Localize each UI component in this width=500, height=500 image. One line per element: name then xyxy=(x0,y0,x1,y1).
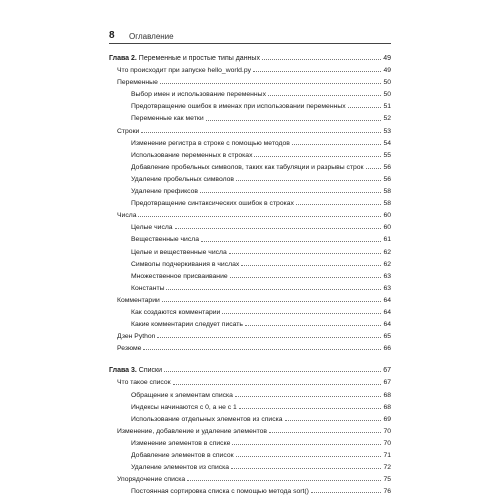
toc-entry xyxy=(109,343,391,355)
toc-entry-title xyxy=(131,113,204,125)
dot-leader xyxy=(235,396,381,397)
dot-leader xyxy=(232,444,381,445)
dot-leader xyxy=(160,83,381,84)
dot-leader xyxy=(230,277,381,278)
toc-entry-title xyxy=(131,186,198,198)
toc-page-number: 76 xyxy=(383,488,391,496)
toc-entry xyxy=(109,150,391,162)
toc-title-text: Предотвращение ошибок в именах при использовании переменных xyxy=(131,103,346,111)
toc-title-text: Переменные как метки xyxy=(131,115,204,123)
toc-page-number: 63 xyxy=(383,272,391,280)
toc-entry-title xyxy=(131,138,290,150)
dot-leader xyxy=(141,132,381,133)
toc-page-number: 55 xyxy=(383,151,391,159)
dot-leader xyxy=(292,144,381,145)
toc-title-text: Изменение регистра в строке с помощью методов xyxy=(131,139,290,147)
toc-title-text: Обращение к элементам списка xyxy=(131,391,233,399)
toc-page-number: 49 xyxy=(383,67,391,75)
toc-entry-title xyxy=(131,174,234,186)
dot-leader xyxy=(206,120,381,121)
toc-entry xyxy=(109,271,391,283)
toc-page-number: 70 xyxy=(383,427,391,435)
toc-page-number: 62 xyxy=(383,260,391,268)
dot-leader xyxy=(348,107,381,108)
toc-title-text: Что такое список xyxy=(117,379,171,387)
toc-entry-title xyxy=(131,101,346,113)
table-of-contents xyxy=(109,53,391,498)
toc-entry-title xyxy=(131,307,220,319)
toc-entry xyxy=(109,450,391,462)
toc-entry-title xyxy=(131,438,230,450)
toc-title-text: Переменные и простые типы данных xyxy=(136,55,260,62)
toc-page-number: 69 xyxy=(383,415,391,423)
dot-leader xyxy=(236,180,381,181)
toc-title-text: Использование отдельных элементов из списка xyxy=(131,415,283,423)
toc-entry-title xyxy=(131,198,294,210)
toc-entry-title xyxy=(109,365,162,377)
toc-page-number: 75 xyxy=(383,476,391,484)
toc-entry-title xyxy=(117,474,185,486)
toc-entry xyxy=(109,65,391,77)
toc-entry-title xyxy=(117,377,171,389)
toc-page-number: 61 xyxy=(383,236,391,244)
toc-entry-title xyxy=(131,283,164,295)
toc-entry-title xyxy=(131,162,364,174)
dot-leader xyxy=(296,204,381,205)
toc-entry-title xyxy=(109,53,260,65)
toc-page-number: 72 xyxy=(383,464,391,472)
dot-leader xyxy=(175,228,381,229)
dot-leader xyxy=(269,432,381,433)
toc-title-text: Постоянная сортировка списка с помощью метода sort() xyxy=(131,488,309,496)
toc-entry-title xyxy=(131,259,239,271)
toc-title-text: Удаление префиксов xyxy=(131,188,199,196)
page-header xyxy=(109,30,391,44)
toc-title-text: Комментарии xyxy=(117,296,160,304)
dot-leader xyxy=(222,313,381,314)
dot-leader xyxy=(164,371,381,372)
toc-entry xyxy=(109,331,391,343)
toc-entry-title xyxy=(131,222,173,234)
toc-title-text: Множественное присваивание xyxy=(131,272,228,280)
toc-entry-title xyxy=(117,65,251,77)
dot-leader xyxy=(229,253,381,254)
toc-entry-title xyxy=(131,390,233,402)
chapter-number: Глава 2. xyxy=(109,55,137,62)
toc-entry-title xyxy=(131,271,228,283)
toc-entry-title xyxy=(117,331,155,343)
toc-page-number: 54 xyxy=(383,139,391,147)
toc-chapter-entry xyxy=(109,53,391,65)
toc-page-number: 49 xyxy=(383,55,391,62)
toc-title-text: Удаление элементов из списка xyxy=(131,464,230,472)
toc-title-text: Числа xyxy=(117,212,137,220)
toc-title-text: Целые числа xyxy=(131,224,173,232)
toc-entry xyxy=(109,210,391,222)
toc-entry-title xyxy=(131,450,234,462)
toc-title-text: Константы xyxy=(131,284,165,292)
toc-title-text: Удаление пробельных символов xyxy=(131,175,235,183)
dot-leader xyxy=(311,492,381,493)
toc-entry xyxy=(109,234,391,246)
toc-entry xyxy=(109,414,391,426)
toc-page-number: 66 xyxy=(383,345,391,353)
toc-page-number: 68 xyxy=(383,403,391,411)
dot-leader xyxy=(245,325,381,326)
toc-title-text: Изменение, добавление и удаление элементов xyxy=(117,427,268,435)
section-gap xyxy=(109,355,391,365)
toc-page-number: 67 xyxy=(383,367,391,375)
dot-leader xyxy=(254,156,381,157)
dot-leader xyxy=(166,289,381,290)
toc-entry-title xyxy=(117,426,267,438)
dot-leader xyxy=(268,95,381,96)
dot-leader xyxy=(200,192,381,193)
toc-entry xyxy=(109,198,391,210)
toc-entry xyxy=(109,247,391,259)
toc-entry xyxy=(109,77,391,89)
toc-entry-title xyxy=(117,343,141,355)
dot-leader xyxy=(241,265,381,266)
toc-entry xyxy=(109,101,391,113)
toc-entry-title xyxy=(131,150,252,162)
toc-page-number: 53 xyxy=(383,127,391,135)
toc-entry xyxy=(109,377,391,389)
toc-entry-title xyxy=(131,247,227,259)
toc-entry xyxy=(109,474,391,486)
dot-leader xyxy=(162,301,381,302)
dot-leader xyxy=(187,480,381,481)
toc-entry-title xyxy=(131,89,266,101)
toc-title-text: Добавление пробельных символов, таких как табуляции и разрывы строк xyxy=(131,163,364,171)
toc-chapter-entry xyxy=(109,365,391,377)
toc-page-number: 70 xyxy=(383,439,391,447)
dot-leader xyxy=(253,71,381,72)
toc-entry-title xyxy=(131,486,309,498)
toc-page-number: 63 xyxy=(383,284,391,292)
toc-page-number: 60 xyxy=(383,224,391,232)
toc-entry xyxy=(109,462,391,474)
toc-title-text: Дзен Python xyxy=(117,333,156,341)
toc-entry xyxy=(109,283,391,295)
toc-entry-title xyxy=(131,402,237,414)
toc-entry xyxy=(109,295,391,307)
toc-entry xyxy=(109,162,391,174)
toc-page-number: 60 xyxy=(383,212,391,220)
toc-entry-title xyxy=(117,295,160,307)
toc-entry xyxy=(109,174,391,186)
dot-leader xyxy=(138,216,381,217)
dot-leader xyxy=(239,408,381,409)
toc-entry xyxy=(109,319,391,331)
toc-title-text: Списки xyxy=(136,367,163,375)
toc-page-number: 64 xyxy=(383,296,391,304)
toc-entry xyxy=(109,89,391,101)
toc-entry-title xyxy=(117,77,158,89)
toc-entry xyxy=(109,390,391,402)
toc-title-text: Добавление элементов в список xyxy=(131,452,234,459)
toc-title-text: Упорядочение списка xyxy=(117,476,186,484)
dot-leader xyxy=(236,456,381,457)
toc-title-text: Как создаются комментарии xyxy=(131,308,221,316)
toc-entry-title xyxy=(131,234,199,246)
toc-title-text: Изменение элементов в списке xyxy=(131,439,231,447)
toc-page-number: 58 xyxy=(383,188,391,196)
toc-page-number: 50 xyxy=(383,79,391,87)
dot-leader xyxy=(262,59,381,60)
toc-title-text: Строки xyxy=(117,127,140,135)
toc-entry xyxy=(109,259,391,271)
toc-title-text: Переменные xyxy=(117,79,158,87)
toc-page-number: 68 xyxy=(383,391,391,399)
toc-title-text: Выбор имен и использование переменных xyxy=(131,91,266,99)
toc-title-text: Что происходит при запуске hello_world.py xyxy=(117,67,251,75)
toc-page-number: 51 xyxy=(383,103,391,111)
toc-entry-title xyxy=(117,126,139,138)
toc-title-text: Символы подчеркивания в числах xyxy=(131,260,240,268)
toc-entry xyxy=(109,126,391,138)
toc-entry xyxy=(109,113,391,125)
toc-entry xyxy=(109,426,391,438)
toc-entry xyxy=(109,402,391,414)
toc-entry xyxy=(109,307,391,319)
toc-title-text: Целые и вещественные числа xyxy=(131,248,227,256)
toc-page-number: 71 xyxy=(383,452,391,459)
toc-page-number: 58 xyxy=(383,200,391,208)
toc-page-number: 56 xyxy=(383,163,391,171)
toc-title-text: Предотвращение синтаксических ошибок в строках xyxy=(131,200,294,208)
toc-entry xyxy=(109,222,391,234)
dot-leader xyxy=(285,420,382,421)
running-title: Оглавление xyxy=(129,32,174,41)
dot-leader xyxy=(201,241,381,242)
toc-entry-title xyxy=(131,414,283,426)
dot-leader xyxy=(231,468,381,469)
toc-entry-title xyxy=(131,462,229,474)
dot-leader xyxy=(366,168,381,169)
toc-entry-title xyxy=(131,319,243,331)
toc-title-text: Резюме xyxy=(117,345,142,353)
toc-entry xyxy=(109,486,391,498)
toc-page-number: 62 xyxy=(383,248,391,256)
toc-title-text: Вещественные числа xyxy=(131,236,199,244)
toc-entry xyxy=(109,138,391,150)
toc-entry xyxy=(109,186,391,198)
toc-page-number: 64 xyxy=(383,321,391,329)
toc-page-number: 50 xyxy=(383,91,391,99)
toc-page-number: 65 xyxy=(383,333,391,341)
toc-page-number: 67 xyxy=(383,379,391,387)
dot-leader xyxy=(157,337,381,338)
toc-page-number: 52 xyxy=(383,115,391,123)
toc-page-number: 56 xyxy=(383,175,391,183)
chapter-number: Глава 3. xyxy=(109,367,137,375)
toc-title-text: Какие комментарии следует писать xyxy=(131,321,243,329)
toc-page-number: 64 xyxy=(383,308,391,316)
dot-leader xyxy=(173,384,381,385)
toc-entry-title xyxy=(117,210,136,222)
page-number: 8 xyxy=(109,30,115,41)
toc-entry xyxy=(109,438,391,450)
dot-leader xyxy=(143,349,381,350)
toc-title-text: Индексы начинаются с 0, а не с 1 xyxy=(131,403,237,411)
toc-title-text: Использование переменных в строках xyxy=(131,151,253,159)
